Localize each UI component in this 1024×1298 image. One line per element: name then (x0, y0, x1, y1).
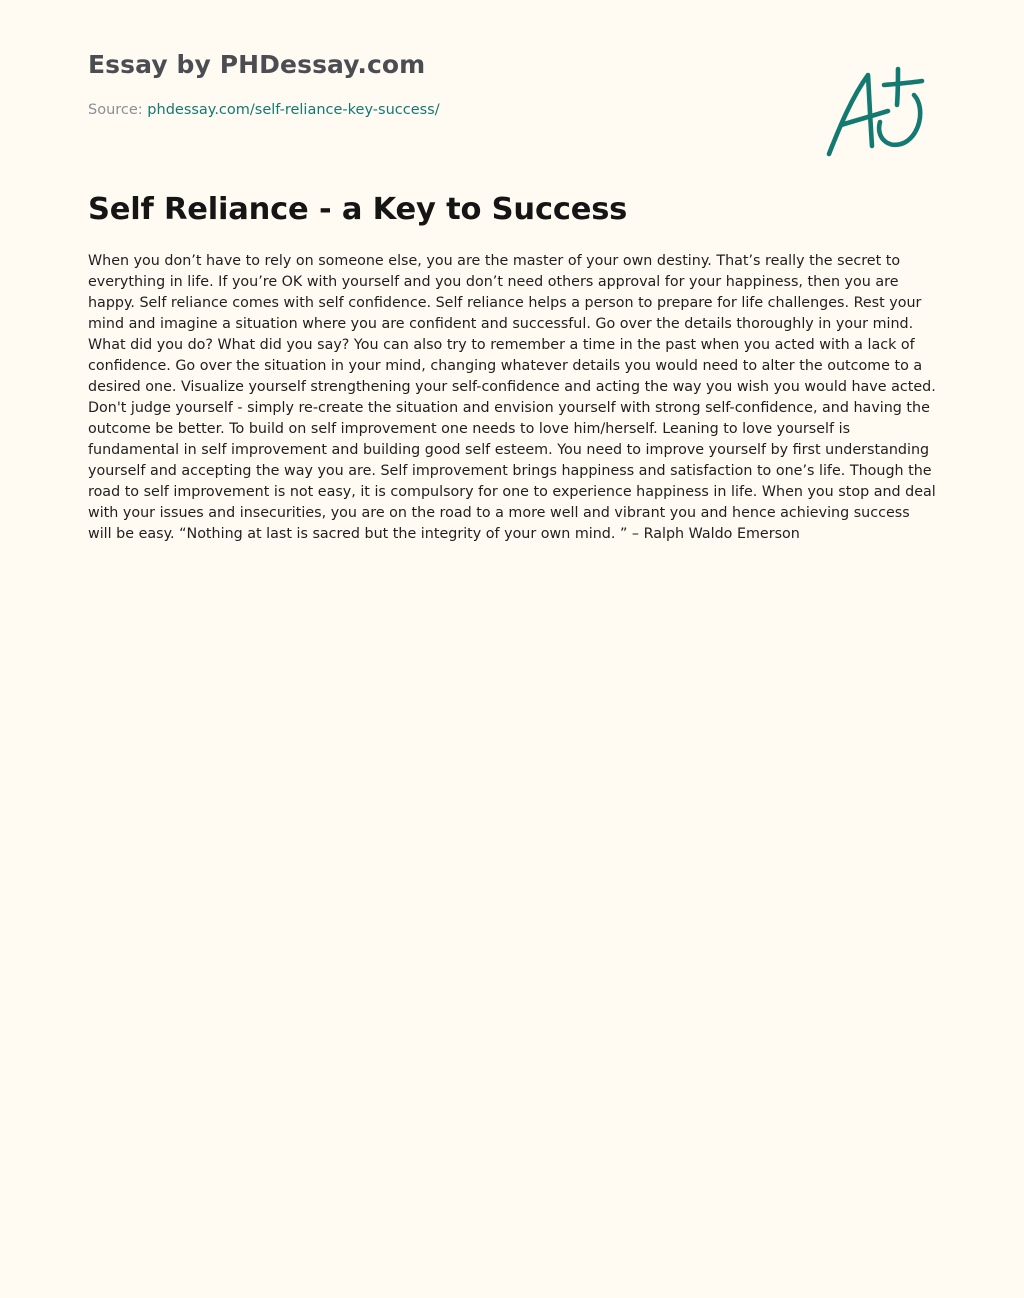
source-label: Source: (88, 102, 148, 118)
source-link[interactable]: phdessay.com/self-reliance-key-success/ (147, 102, 440, 118)
site-title: Essay by PHDessay.com (88, 50, 426, 79)
a-plus-grade-icon (822, 64, 928, 160)
essay-title: Self Reliance - a Key to Success (88, 192, 628, 227)
essay-body: When you don’t have to rely on someone else, you are the master of your own destiny. That’s really the secret to everything in life. If you’re OK with yourself and you don’t need others approval for your happiness, then you are happy. Self reliance comes with self confidence. Self reliance helps a person to prepare for life challenges. Rest your mind and imagine a situation where you are confident and successful. Go over the details thoroughly in your mind. What did you do? What did you say? You can also try to remember a time in the past when you acted with a lack of confidence. Go over the situation in your mind, changing whatever details you would need to alter the outcome to a desired one. Visualize yourself strengthening your self-confidence and acting the way you wish you would have acted. Don't judge yourself - simply re-create the situation and envision yourself with strong self-confidence, and having the outcome be better. To build on self improvement one needs to love him/herself. Leaning to love yourself is fundamental in self improvement and building good self esteem. You need to improve yourself by first understanding yourself and accepting the way you are. Self improvement brings happiness and satisfaction to one’s life. Though the road to self improvement is not easy, it is compulsory for one to experience happiness in life. When you stop and deal with your issues and insecurities, you are on the road to a more well and vibrant you and hence achieving success will be easy. “Nothing at last is sacred but the integrity of your own mind. ” – Ralph Waldo Emerson (88, 253, 936, 542)
source-line (88, 99, 440, 121)
